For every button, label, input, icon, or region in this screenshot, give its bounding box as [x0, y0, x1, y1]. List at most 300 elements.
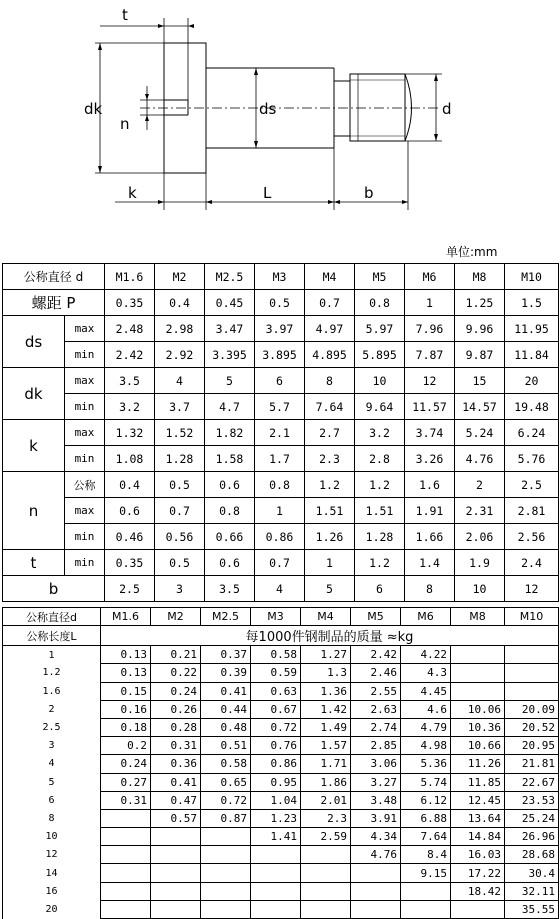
mass-cell: 9.15	[401, 864, 451, 882]
size-header: M4	[305, 264, 355, 290]
size-header: M3	[251, 608, 301, 626]
dimension-cell: 3.895	[255, 342, 305, 368]
length-cell: 6	[3, 791, 101, 809]
dimension-cell: 4.895	[305, 342, 355, 368]
label-k: k	[128, 184, 137, 202]
mass-cell	[251, 900, 301, 918]
dimension-cell: 11.95	[505, 316, 559, 342]
mass-cell: 4.79	[401, 718, 451, 736]
mass-cell	[251, 864, 301, 882]
header-nominal-length: 公称长度L	[3, 626, 101, 646]
dimension-cell: 5.7	[255, 394, 305, 420]
dimension-cell: 12	[505, 576, 559, 602]
row-sublabel: min	[65, 550, 105, 576]
dimension-cell: 11.84	[505, 342, 559, 368]
row-sublabel: min	[65, 342, 105, 368]
mass-cell: 4.76	[351, 846, 401, 864]
mass-cell	[151, 864, 201, 882]
mass-cell: 0.18	[101, 718, 151, 736]
mass-cell: 0.13	[101, 664, 151, 682]
dimension-cell: 0.8	[205, 498, 255, 524]
size-header: M2	[151, 608, 201, 626]
mass-cell: 0.87	[201, 809, 251, 827]
dimension-cell: 2.06	[455, 524, 505, 550]
mass-cell: 2.42	[351, 646, 401, 664]
mass-cell: 0.28	[151, 718, 201, 736]
dimension-cell: 3.7	[155, 394, 205, 420]
mass-cell	[351, 882, 401, 900]
unit-label: 单位:mm	[446, 245, 498, 259]
mass-cell: 0.51	[201, 737, 251, 755]
size-header: M1.6	[105, 264, 155, 290]
dimension-cell: 1.9	[455, 550, 505, 576]
mass-cell: 20.52	[505, 718, 559, 736]
length-cell: 2	[3, 700, 101, 718]
mass-cell: 0.72	[201, 791, 251, 809]
size-header: M10	[505, 264, 559, 290]
mass-cell: 0.41	[151, 773, 201, 791]
dimension-cell: 5	[305, 576, 355, 602]
label-n: n	[120, 115, 130, 133]
dimension-cell: 1.08	[105, 446, 155, 472]
mass-cell: 28.68	[505, 846, 559, 864]
dimension-cell: 6	[355, 576, 405, 602]
dimension-cell: 4	[155, 368, 205, 394]
dimension-cell: 0.7	[305, 290, 355, 316]
mass-cell: 1.23	[251, 809, 301, 827]
mass-cell: 0.63	[251, 682, 301, 700]
dimension-cell: 1.4	[405, 550, 455, 576]
mass-cell: 11.85	[451, 773, 505, 791]
row-sublabel: max	[65, 420, 105, 446]
mass-cell: 26.96	[505, 828, 559, 846]
row-label: 螺距 P	[3, 290, 105, 316]
length-cell: 20	[3, 900, 101, 918]
mass-cell: 4.34	[351, 828, 401, 846]
mass-cell: 4.6	[401, 700, 451, 718]
mass-cell: 0.67	[251, 700, 301, 718]
mass-cell: 1.04	[251, 791, 301, 809]
mass-cell	[101, 882, 151, 900]
mass-cell	[151, 900, 201, 918]
dimension-cell: 3.74	[405, 420, 455, 446]
mass-cell: 0.47	[151, 791, 201, 809]
mass-cell: 4.22	[401, 646, 451, 664]
mass-table	[2, 607, 559, 919]
dimension-cell: 2.1	[255, 420, 305, 446]
size-header: M2	[155, 264, 205, 290]
size-header: M4	[301, 608, 351, 626]
mass-cell: 12.45	[451, 791, 505, 809]
mass-cell: 2.59	[301, 828, 351, 846]
mass-cell: 30.4	[505, 864, 559, 882]
mass-cell	[451, 900, 505, 918]
dimension-cell: 0.35	[105, 290, 155, 316]
mass-cell: 2.55	[351, 682, 401, 700]
size-header: M3	[255, 264, 305, 290]
row-sublabel: min	[65, 446, 105, 472]
size-header: M10	[505, 608, 559, 626]
mass-cell: 17.22	[451, 864, 505, 882]
mass-cell	[301, 900, 351, 918]
mass-cell: 32.11	[505, 882, 559, 900]
row-sublabel: max	[65, 316, 105, 342]
row-label: t	[3, 550, 65, 576]
dimension-cell: 3.2	[105, 394, 155, 420]
mass-cell: 11.26	[451, 755, 505, 773]
row-label: n	[3, 472, 65, 550]
mass-cell: 0.26	[151, 700, 201, 718]
mass-cell	[451, 646, 505, 664]
mass-cell: 2.63	[351, 700, 401, 718]
dimension-cell: 1.91	[405, 498, 455, 524]
size-header: M8	[455, 264, 505, 290]
mass-cell: 1.71	[301, 755, 351, 773]
label-b: b	[364, 184, 374, 202]
dimension-cell: 0.45	[205, 290, 255, 316]
mass-cell: 0.24	[151, 682, 201, 700]
mass-cell: 0.21	[151, 646, 201, 664]
length-cell: 14	[3, 864, 101, 882]
mass-cell	[151, 846, 201, 864]
size-header: M8	[451, 608, 505, 626]
mass-cell: 0.15	[101, 682, 151, 700]
dimension-cell: 0.5	[155, 472, 205, 498]
dimension-cell: 5.97	[355, 316, 405, 342]
mass-cell: 2.46	[351, 664, 401, 682]
mass-cell	[201, 900, 251, 918]
dimension-cell: 15	[455, 368, 505, 394]
length-cell: 1.2	[3, 664, 101, 682]
dimension-cell: 0.5	[155, 550, 205, 576]
size-header: M2.5	[201, 608, 251, 626]
mass-cell: 20.09	[505, 700, 559, 718]
size-header: M1.6	[101, 608, 151, 626]
mass-cell	[101, 864, 151, 882]
dimension-cell: 9.96	[455, 316, 505, 342]
dimension-cell: 2.4	[505, 550, 559, 576]
mass-cell	[505, 646, 559, 664]
mass-cell: 18.42	[451, 882, 505, 900]
mass-cell: 0.41	[201, 682, 251, 700]
mass-cell: 0.36	[151, 755, 201, 773]
dimensions-table	[2, 263, 559, 602]
dimension-cell: 0.6	[205, 472, 255, 498]
mass-cell	[301, 864, 351, 882]
mass-cell: 0.31	[151, 737, 201, 755]
mass-cell	[451, 682, 505, 700]
size-header: M6	[405, 264, 455, 290]
mass-cell: 14.84	[451, 828, 505, 846]
mass-cell	[251, 882, 301, 900]
dimension-cell: 3.5	[205, 576, 255, 602]
size-header: M2.5	[205, 264, 255, 290]
label-t: t	[122, 6, 128, 24]
mass-cell	[451, 664, 505, 682]
dimension-cell: 8	[305, 368, 355, 394]
mass-header: 每1000件钢制品的质量 ≈kg	[101, 626, 559, 646]
dimension-cell: 2.31	[455, 498, 505, 524]
length-cell: 3	[3, 737, 101, 755]
mass-cell	[101, 846, 151, 864]
dimension-cell: 0.8	[355, 290, 405, 316]
mass-cell: 0.24	[101, 755, 151, 773]
dimension-cell: 14.57	[455, 394, 505, 420]
dimension-cell: 3.395	[205, 342, 255, 368]
mass-cell	[201, 864, 251, 882]
dimension-cell: 1.58	[205, 446, 255, 472]
dimension-cell: 7.96	[405, 316, 455, 342]
dimension-cell: 3.26	[405, 446, 455, 472]
length-cell: 5	[3, 773, 101, 791]
mass-cell: 0.22	[151, 664, 201, 682]
mass-cell: 1.41	[251, 828, 301, 846]
mass-cell: 1.3	[301, 664, 351, 682]
mass-cell: 1.27	[301, 646, 351, 664]
mass-cell	[101, 828, 151, 846]
mass-cell	[251, 846, 301, 864]
row-label: k	[3, 420, 65, 472]
header-nominal-diameter: 公称直径d	[3, 608, 101, 626]
dimension-cell: 2.42	[105, 342, 155, 368]
dimension-cell: 7.87	[405, 342, 455, 368]
mass-cell: 0.86	[251, 755, 301, 773]
dimension-cell: 2.7	[305, 420, 355, 446]
mass-cell	[201, 846, 251, 864]
mass-cell: 0.58	[251, 646, 301, 664]
dimension-cell: 5	[205, 368, 255, 394]
dimension-cell: 0.35	[105, 550, 155, 576]
dimension-cell: 1.28	[155, 446, 205, 472]
mass-cell: 1.49	[301, 718, 351, 736]
length-cell: 12	[3, 846, 101, 864]
dimension-cell: 1.32	[105, 420, 155, 446]
mass-cell: 4.45	[401, 682, 451, 700]
dimension-cell: 0.4	[105, 472, 155, 498]
mass-cell	[201, 882, 251, 900]
row-sublabel: min	[65, 394, 105, 420]
dimension-cell: 3.2	[355, 420, 405, 446]
label-dk: dk	[84, 100, 103, 118]
row-sublabel: min	[65, 524, 105, 550]
dimension-cell: 6.24	[505, 420, 559, 446]
row-label: b	[3, 576, 105, 602]
mass-cell	[505, 664, 559, 682]
mass-cell: 0.57	[151, 809, 201, 827]
dimension-cell: 9.87	[455, 342, 505, 368]
row-label: ds	[3, 316, 65, 368]
dimension-cell: 0.8	[255, 472, 305, 498]
row-sublabel: max	[65, 498, 105, 524]
mass-cell: 4.3	[401, 664, 451, 682]
mass-cell: 10.66	[451, 737, 505, 755]
dimension-cell: 3.97	[255, 316, 305, 342]
dimension-cell: 1.7	[255, 446, 305, 472]
dimension-cell: 5.895	[355, 342, 405, 368]
dimension-cell: 9.64	[355, 394, 405, 420]
row-sublabel: 公称	[65, 472, 105, 498]
dimension-cell: 8	[405, 576, 455, 602]
length-cell: 1	[3, 646, 101, 664]
mass-cell	[151, 882, 201, 900]
dimension-cell: 1	[255, 498, 305, 524]
size-header: M5	[355, 264, 405, 290]
dimension-cell: 0.7	[155, 498, 205, 524]
dimension-cell: 0.5	[255, 290, 305, 316]
dimension-cell: 19.48	[505, 394, 559, 420]
dimension-cell: 12	[405, 368, 455, 394]
dimension-cell: 10	[355, 368, 405, 394]
row-label: dk	[3, 368, 65, 420]
mass-cell: 0.13	[101, 646, 151, 664]
dimension-cell: 0.4	[155, 290, 205, 316]
dimension-cell: 7.64	[305, 394, 355, 420]
length-cell: 10	[3, 828, 101, 846]
dimension-cell: 1.51	[355, 498, 405, 524]
dimension-cell: 1.66	[405, 524, 455, 550]
dimension-cell: 1.2	[305, 472, 355, 498]
mass-cell: 2.85	[351, 737, 401, 755]
mass-cell: 0.48	[201, 718, 251, 736]
mass-cell: 0.37	[201, 646, 251, 664]
mass-cell: 0.31	[101, 791, 151, 809]
mass-cell: 6.12	[401, 791, 451, 809]
dimension-cell: 5.76	[505, 446, 559, 472]
mass-cell: 2.01	[301, 791, 351, 809]
screw-drawing	[0, 0, 560, 238]
mass-cell	[201, 828, 251, 846]
dimension-cell: 0.56	[155, 524, 205, 550]
mass-cell: 3.27	[351, 773, 401, 791]
mass-cell	[151, 828, 201, 846]
mass-cell: 22.67	[505, 773, 559, 791]
mass-cell: 8.4	[401, 846, 451, 864]
mass-cell: 0.44	[201, 700, 251, 718]
mass-cell: 0.39	[201, 664, 251, 682]
dimension-cell: 0.7	[255, 550, 305, 576]
dimension-cell: 3.5	[105, 368, 155, 394]
size-header: M6	[401, 608, 451, 626]
mass-cell: 0.27	[101, 773, 151, 791]
dimension-cell: 11.57	[405, 394, 455, 420]
mass-cell: 13.64	[451, 809, 505, 827]
dimension-cell: 2.98	[155, 316, 205, 342]
label-d: d	[442, 100, 452, 118]
dimension-cell: 1.2	[355, 550, 405, 576]
mass-cell: 10.06	[451, 700, 505, 718]
dimension-cell: 1.51	[305, 498, 355, 524]
dimension-cell: 4	[255, 576, 305, 602]
dimension-cell: 2.48	[105, 316, 155, 342]
mass-cell: 2.74	[351, 718, 401, 736]
mass-cell: 0.59	[251, 664, 301, 682]
dimension-cell: 1.82	[205, 420, 255, 446]
mass-cell: 0.72	[251, 718, 301, 736]
mass-cell: 6.88	[401, 809, 451, 827]
mass-cell: 1.86	[301, 773, 351, 791]
mass-cell: 3.06	[351, 755, 401, 773]
dimension-cell: 10	[455, 576, 505, 602]
mass-cell: 5.74	[401, 773, 451, 791]
dimension-cell: 2.3	[305, 446, 355, 472]
mass-cell: 0.58	[201, 755, 251, 773]
mass-cell: 16.03	[451, 846, 505, 864]
dimension-cell: 5.24	[455, 420, 505, 446]
mass-cell: 1.42	[301, 700, 351, 718]
dimension-cell: 1.25	[455, 290, 505, 316]
dimension-cell: 0.6	[205, 550, 255, 576]
dimension-cell: 4.76	[455, 446, 505, 472]
dimension-cell: 2	[455, 472, 505, 498]
mass-cell: 5.36	[401, 755, 451, 773]
dimension-cell: 1	[305, 550, 355, 576]
mass-cell	[101, 900, 151, 918]
length-cell: 16	[3, 882, 101, 900]
mass-cell: 1.57	[301, 737, 351, 755]
dimension-cell: 1.28	[355, 524, 405, 550]
dimension-cell: 2.92	[155, 342, 205, 368]
dimension-cell: 6	[255, 368, 305, 394]
mass-cell: 35.55	[505, 900, 559, 918]
header-nominal-diameter: 公称直径 d	[3, 264, 105, 290]
mass-cell	[301, 882, 351, 900]
size-header: M5	[351, 608, 401, 626]
mass-cell	[101, 809, 151, 827]
mass-cell: 0.95	[251, 773, 301, 791]
dimension-cell: 3.47	[205, 316, 255, 342]
mass-cell: 7.64	[401, 828, 451, 846]
dimension-cell: 4.97	[305, 316, 355, 342]
mass-cell: 0.16	[101, 700, 151, 718]
label-L: L	[263, 184, 272, 202]
dimension-cell: 0.6	[105, 498, 155, 524]
mass-cell: 0.76	[251, 737, 301, 755]
dimension-cell: 0.86	[255, 524, 305, 550]
mass-cell: 0.2	[101, 737, 151, 755]
length-cell: 4	[3, 755, 101, 773]
mass-cell: 3.91	[351, 809, 401, 827]
mass-cell: 25.24	[505, 809, 559, 827]
dimension-cell: 1.2	[355, 472, 405, 498]
dimension-cell: 2.5	[105, 576, 155, 602]
length-cell: 8	[3, 809, 101, 827]
mass-cell	[351, 900, 401, 918]
dimension-cell: 1.26	[305, 524, 355, 550]
mass-cell: 1.36	[301, 682, 351, 700]
dimension-cell: 1.5	[505, 290, 559, 316]
dimension-cell: 2.56	[505, 524, 559, 550]
mass-cell: 23.53	[505, 791, 559, 809]
length-cell: 2.5	[3, 718, 101, 736]
mass-cell	[351, 864, 401, 882]
dimension-cell: 1	[405, 290, 455, 316]
mass-cell	[401, 900, 451, 918]
dimension-cell: 2.8	[355, 446, 405, 472]
dimension-cell: 3	[155, 576, 205, 602]
mass-cell	[505, 682, 559, 700]
dimension-cell: 0.66	[205, 524, 255, 550]
dimension-cell: 1.6	[405, 472, 455, 498]
dimension-cell: 0.46	[105, 524, 155, 550]
mass-cell: 2.3	[301, 809, 351, 827]
dimension-cell: 2.5	[505, 472, 559, 498]
dimension-cell: 4.7	[205, 394, 255, 420]
length-cell: 1.6	[3, 682, 101, 700]
row-sublabel: max	[65, 368, 105, 394]
mass-cell: 21.81	[505, 755, 559, 773]
label-ds: ds	[259, 100, 277, 118]
mass-cell: 4.98	[401, 737, 451, 755]
